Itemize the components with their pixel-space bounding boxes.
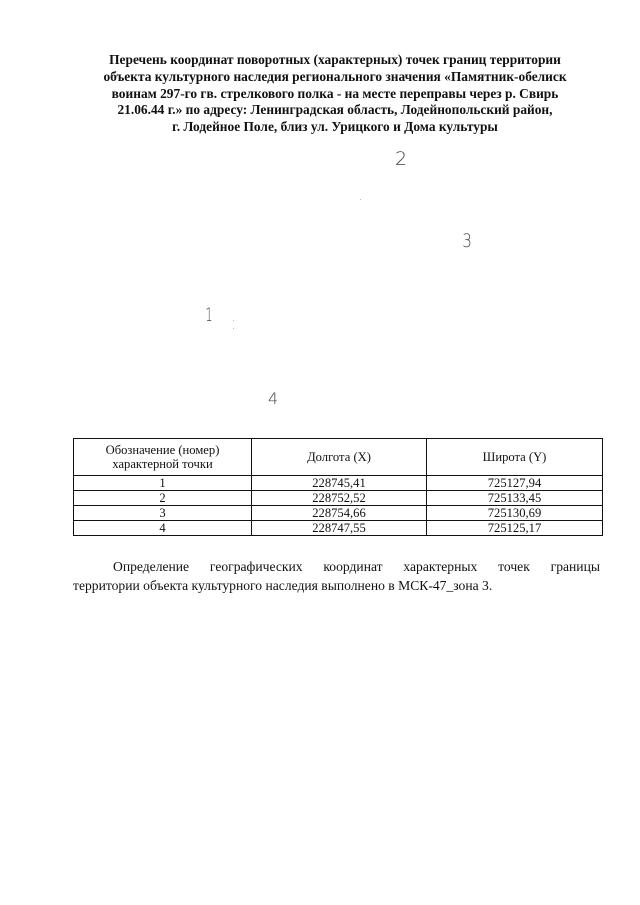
cell-latitude: 725130,69 — [427, 506, 603, 521]
point-label-4: 4 — [268, 389, 279, 408]
table-row — [74, 491, 603, 506]
point-label-2: 2 — [395, 148, 408, 170]
cell-point-number: 1 — [74, 476, 252, 491]
table-row — [74, 506, 603, 521]
title-line-3: воинам 297-го гв. стрелкового полка - на месте переправы через р. Свирь — [111, 85, 559, 101]
cell-latitude: 725133,45 — [427, 491, 603, 506]
cell-longitude: 228754,66 — [252, 506, 427, 521]
note-line-2: территории объекта культурного наследия выполнено в МСК-47_зона 3. — [73, 578, 493, 593]
title-line-5: г. Лодейное Поле, близ ул. Урицкого и Дома культуры — [172, 119, 498, 135]
header-latitude: Широта (Y) — [427, 439, 603, 476]
header-point-number: Обозначение (номер) характерной точки — [74, 439, 252, 476]
cell-longitude: 228745,41 — [252, 476, 427, 491]
table-header-row — [74, 439, 603, 476]
title-line-2: объекта культурного наследия регионального значения «Памятник-обелиск — [103, 68, 567, 84]
scan-speck — [360, 199, 361, 200]
cell-point-number: 2 — [74, 491, 252, 506]
cell-point-number: 4 — [74, 521, 252, 536]
coordinate-system-note — [73, 557, 600, 595]
title-line-1: Перечень координат поворотных (характерных) точек границ территории — [109, 52, 561, 67]
cell-latitude: 725125,17 — [427, 521, 603, 536]
header-longitude: Долгота (X) — [252, 439, 427, 476]
document-title — [70, 52, 600, 136]
point-label-3: 3 — [462, 230, 472, 252]
table-row — [74, 521, 603, 536]
table-row — [74, 476, 603, 491]
point-label-1: 1 — [205, 304, 213, 326]
cell-longitude: 228747,55 — [252, 521, 427, 536]
scan-speck — [233, 320, 234, 321]
title-line-4: 21.06.44 г.» по адресу: Ленинградская область, Лодейнопольский район, — [117, 102, 553, 118]
cell-latitude: 725127,94 — [427, 476, 603, 491]
scan-speck — [233, 328, 234, 329]
note-line-1: Определение географических координат характерных точек границы — [113, 559, 600, 574]
coordinates-table — [73, 438, 603, 536]
cell-longitude: 228752,52 — [252, 491, 427, 506]
cell-point-number: 3 — [74, 506, 252, 521]
